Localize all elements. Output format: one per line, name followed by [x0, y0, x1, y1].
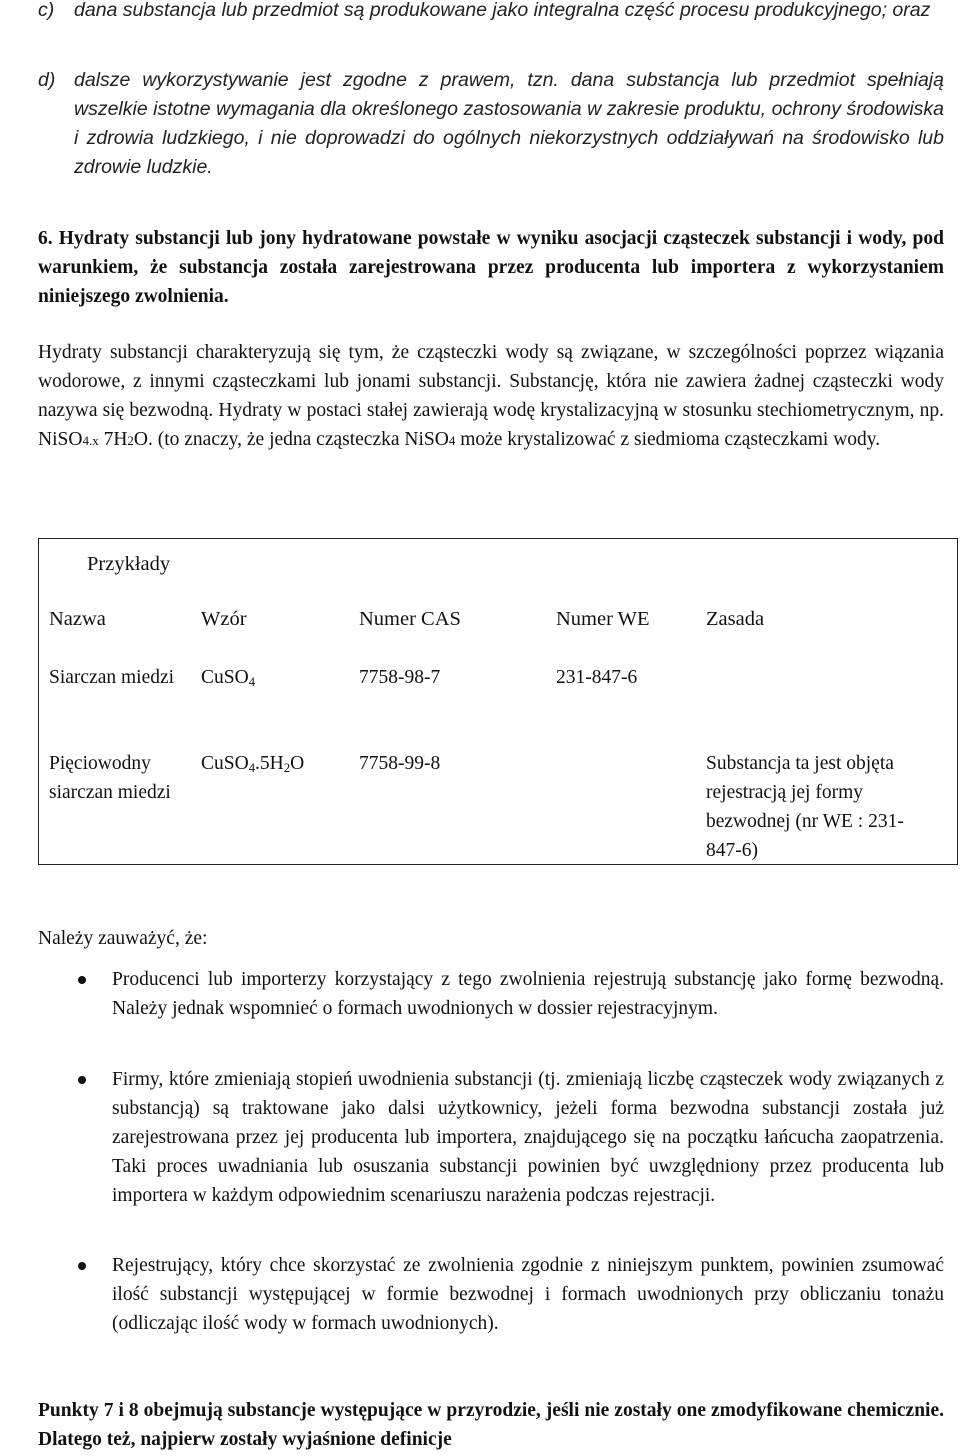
bullet-text: Firmy, które zmieniają stopień uwodnienia substancji (tj. zmieniają liczbę cząsteczek wody związanych z substancją) są traktowane jako dalsi użytkownicy, jeżeli forma bezwodna substancji została już zarejestrowana przez jej producenta lub importera, znajdującego się na początku łańcucha zaopatrzenia. Taki proces uwadniania lub osuszania substancji powinien być uwzględniony przez producenta lub importera w każdym odpowiednim scenariuszu narażenia podczas rejestracji. — [112, 1069, 944, 1206]
bullet-icon — [78, 1076, 86, 1084]
formula-subscript: 2 — [283, 761, 291, 775]
row-1-formula — [201, 663, 255, 692]
list-item — [38, 1251, 944, 1338]
note-bullets — [38, 965, 944, 1023]
row-1-cas: 7758-98-7 — [359, 667, 441, 688]
row-2-formula — [201, 749, 304, 778]
para-text: 7H — [98, 429, 128, 450]
item-label: c) — [38, 0, 55, 21]
note-intro — [38, 924, 944, 953]
item-c — [38, 0, 944, 25]
row-2-rule: Substancja ta jest objęta rejestracją jej formy bezwodnej (nr WE : 231-847-6) — [706, 753, 904, 861]
item-text: dana substancja lub przedmiot są produkowane jako integralna część procesu produkcyjnego; oraz — [74, 0, 931, 21]
row-1-name: Siarczan miedzi — [49, 667, 175, 688]
section-heading-text: Hydraty substancji lub jony hydratowane powstałe w wyniku asocjacji cząsteczek substancji i wody, pod warunkiem, że substancja została zarejestrowana przez producenta lub importera z wykorzystaniem niniejszego zwolnienia. — [38, 228, 944, 307]
section-number: 6. — [38, 228, 53, 249]
para-text: może krystalizować z siedmioma cząsteczkami wody. — [455, 429, 881, 450]
section-6-heading — [38, 224, 944, 311]
item-text: dalsze wykorzystywanie jest zgodne z prawem, tzn. dana substancja lub przedmiot spełniają wszelkie istotne wymagania dla określonego zastosowania w zakresie produktu, ochrony środowiska i zdrowia ludzkiego, i nie doprowadzi do ogólnych niekorzystnych oddziaływań na środowisko lub zdrowie ludzkie. — [74, 69, 944, 178]
para-subscript: 4 — [82, 433, 89, 448]
bullet-text: Rejestrujący, który chce skorzystać ze zwolnienia zgodnie z niniejszym punktem, powinien zsumować ilość substancji występującej w formie bezwodnej i formach uwodnionych przy obliczaniu tonażu (odliczając ilość wody w formach uwodnionych). — [112, 1255, 944, 1334]
formula-text: O — [290, 753, 305, 774]
note-intro-text: Należy zauważyć, że: — [38, 928, 208, 949]
section-6-paragraph — [38, 338, 944, 455]
para-text-small: .x — [88, 433, 99, 448]
bullet-text: Producenci lub importerzy korzystający z tego zwolnienia rejestrują substancję jako formę bezwodną. Należy jednak wspomnieć o formach uwodnionych w dossier rejestracyjnym. — [112, 969, 944, 1019]
bullet-icon — [78, 1262, 86, 1270]
list-item — [38, 965, 944, 1023]
header-name: Nazwa — [49, 608, 106, 630]
item-label: d) — [38, 69, 56, 91]
examples-table — [38, 538, 958, 865]
header-cas: Numer CAS — [359, 608, 461, 630]
header-rule: Zasada — [706, 608, 765, 630]
formula-subscript: 4 — [248, 675, 256, 689]
closing-paragraph — [38, 1396, 944, 1454]
formula-text: .5H — [255, 753, 284, 774]
para-subscript: 4 — [448, 433, 456, 448]
formula-text: CuSO — [201, 667, 249, 688]
item-d — [38, 66, 944, 182]
para-text: O. (to znaczy, że jedna cząsteczka NiSO — [133, 429, 449, 450]
row-2-name: Pięciowodny siarczan miedzi — [49, 753, 171, 803]
formula-subscript: 4 — [248, 761, 256, 775]
examples-title: Przykłady — [87, 553, 171, 575]
closing-text: Punkty 7 i 8 obejmują substancje występujące w przyrodzie, jeśli nie zostały one zmodyfikowane chemicznie. Dlatego też, najpierw zostały wyjaśnione definicje — [38, 1400, 944, 1450]
bullet-icon — [78, 976, 86, 984]
header-formula: Wzór — [201, 608, 247, 630]
header-we: Numer WE — [556, 608, 650, 630]
formula-text: CuSO — [201, 753, 249, 774]
note-bullets — [38, 1251, 944, 1338]
note-bullets — [38, 1065, 944, 1210]
para-subscript: 2 — [127, 433, 134, 448]
para-text: Hydraty substancji charakteryzują się tym, że cząsteczki wody są związane, w szczególności poprzez wiązania wodorowe, z innymi cząsteczkami lub jonami substancji. Substancję, która nie zawiera żadnej cząsteczki wody nazywa się bezwodną. Hydraty w postaci stałej zawierają wodę krystalizacyjną w stosunku stechiometrycznym, np. NiSO — [38, 342, 944, 450]
row-2-cas: 7758-99-8 — [359, 753, 441, 774]
list-item — [38, 1065, 944, 1210]
row-1-we: 231-847-6 — [556, 667, 638, 688]
